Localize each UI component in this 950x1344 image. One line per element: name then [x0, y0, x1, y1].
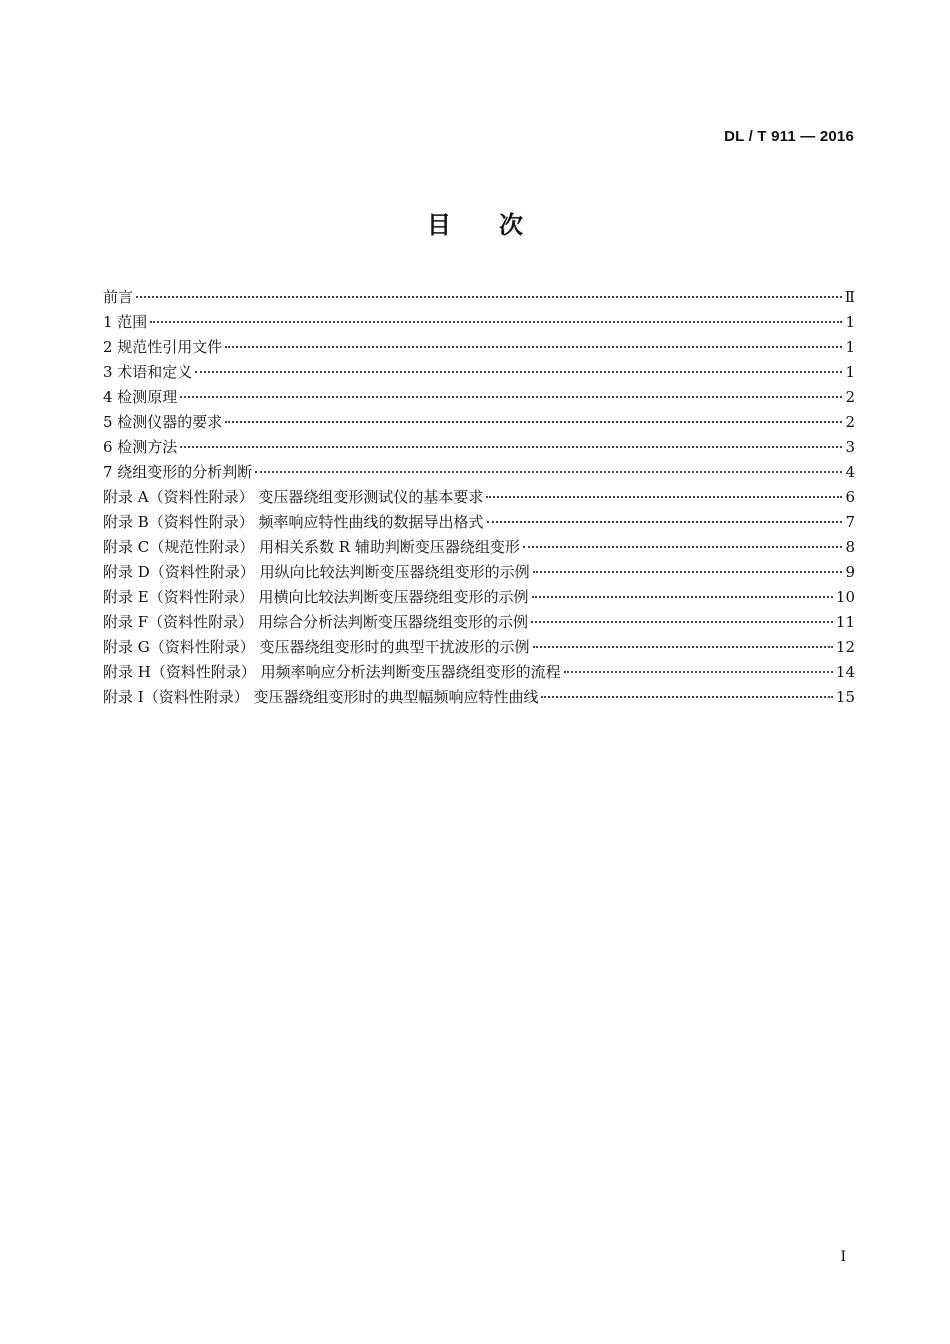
toc-leader — [136, 296, 842, 298]
toc-label: 6 检测方法 — [103, 438, 178, 456]
toc-page: 10 — [835, 588, 855, 606]
toc-label: 附录 F（资料性附录） 用综合分析法判断变压器绕组变形的示例 — [103, 613, 528, 631]
toc-entry-5[interactable] — [103, 411, 855, 436]
toc-label: 4 检测原理 — [103, 388, 178, 406]
toc-entry-6[interactable] — [103, 436, 855, 461]
toc-page: Ⅱ — [844, 288, 855, 306]
toc-entry-4[interactable] — [103, 386, 855, 411]
toc-label: 附录 G（资料性附录） 变压器绕组变形时的典型干扰波形的示例 — [103, 638, 530, 656]
toc-page: 1 — [845, 313, 855, 331]
toc-leader — [541, 696, 832, 698]
toc-leader — [255, 471, 842, 473]
toc-page: 7 — [845, 513, 855, 531]
toc-label: 附录 E（资料性附录） 用横向比较法判断变压器绕组变形的示例 — [103, 588, 529, 606]
toc-label: 2 规范性引用文件 — [103, 338, 223, 356]
toc-entry-appendix-e[interactable] — [103, 586, 855, 611]
toc-label: 附录 C（规范性附录） 用相关系数 R 辅助判断变压器绕组变形 — [103, 538, 520, 556]
page-number: I — [840, 1249, 846, 1265]
toc-label: 附录 B（资料性附录） 频率响应特性曲线的数据导出格式 — [103, 513, 484, 531]
toc-entry-appendix-b[interactable] — [103, 511, 855, 536]
toc-entry-appendix-a[interactable] — [103, 486, 855, 511]
toc-entry-1[interactable] — [103, 311, 855, 336]
toc-label: 附录 D（资料性附录） 用纵向比较法判断变压器绕组变形的示例 — [103, 563, 530, 581]
toc-leader — [523, 546, 843, 548]
toc-entry-appendix-f[interactable] — [103, 611, 855, 636]
toc-entry-3[interactable] — [103, 361, 855, 386]
toc-entry-appendix-c[interactable] — [103, 536, 855, 561]
toc-leader — [532, 596, 833, 598]
toc-page: 15 — [835, 688, 855, 706]
toc-leader — [180, 446, 842, 448]
toc-leader — [195, 371, 842, 373]
toc-entry-appendix-i[interactable] — [103, 686, 855, 711]
toc-entry-2[interactable] — [103, 336, 855, 361]
toc-label: 7 绕组变形的分析判断 — [103, 463, 253, 481]
toc-page: 1 — [845, 363, 855, 381]
toc-leader — [486, 496, 842, 498]
toc-label: 附录 I（资料性附录） 变压器绕组变形时的典型幅频响应特性曲线 — [103, 688, 539, 706]
standard-code: DL / T 911 — 2016 — [724, 128, 854, 145]
table-of-contents — [103, 286, 855, 711]
toc-leader — [225, 421, 842, 423]
toc-leader — [487, 521, 843, 523]
toc-page: 8 — [845, 538, 855, 556]
toc-label: 3 术语和定义 — [103, 363, 193, 381]
toc-page: 9 — [845, 563, 855, 581]
toc-label: 1 范围 — [103, 313, 148, 331]
toc-entry-appendix-d[interactable] — [103, 561, 855, 586]
toc-entry-appendix-g[interactable] — [103, 636, 855, 661]
toc-page: 4 — [845, 463, 855, 481]
toc-label: 前言 — [103, 288, 134, 306]
toc-page: 14 — [835, 663, 855, 681]
toc-page: 11 — [835, 613, 855, 631]
toc-page: 6 — [845, 488, 855, 506]
page-title: 目次 — [427, 211, 571, 239]
toc-leader — [225, 346, 842, 348]
toc-leader — [531, 621, 833, 623]
toc-page: 3 — [845, 438, 855, 456]
toc-leader — [180, 396, 842, 398]
toc-label: 附录 H（资料性附录） 用频率响应分析法判断变压器绕组变形的流程 — [103, 663, 561, 681]
toc-entry-7[interactable] — [103, 461, 855, 486]
toc-page: 1 — [845, 338, 855, 356]
toc-leader — [564, 671, 833, 673]
toc-leader — [533, 571, 843, 573]
toc-leader — [533, 646, 833, 648]
toc-page: 2 — [845, 413, 855, 431]
toc-label: 5 检测仪器的要求 — [103, 413, 223, 431]
toc-page: 12 — [835, 638, 855, 656]
toc-entry-appendix-h[interactable] — [103, 661, 855, 686]
toc-label: 附录 A（资料性附录） 变压器绕组变形测试仪的基本要求 — [103, 488, 484, 506]
toc-entry-foreword[interactable] — [103, 286, 855, 311]
toc-leader — [150, 321, 842, 323]
toc-page: 2 — [845, 388, 855, 406]
